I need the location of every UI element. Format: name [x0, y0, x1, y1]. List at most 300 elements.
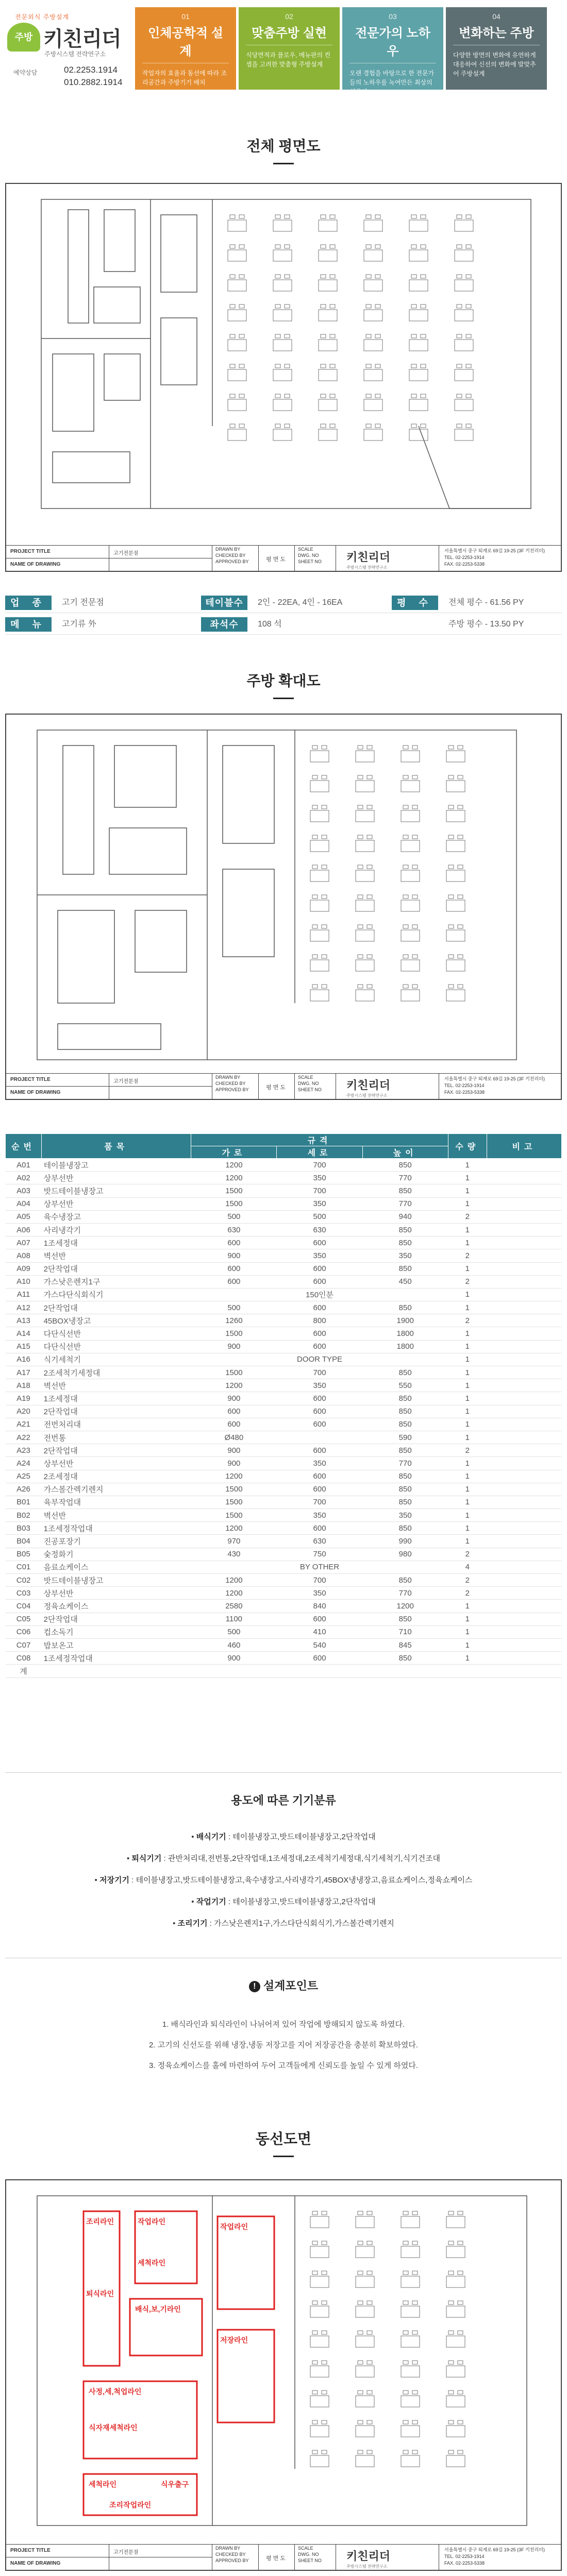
dining-table-icon — [319, 340, 337, 351]
cell-no: A19 — [6, 1392, 42, 1405]
flow-label: 조리라인 — [86, 2217, 114, 2226]
section-title-text: 설계포인트 — [263, 1979, 319, 1992]
dining-table-icon — [401, 840, 420, 852]
dining-table-icon — [273, 429, 292, 440]
cell-width: 1100 — [191, 1613, 277, 1625]
cell-depth: 410 — [277, 1625, 362, 1638]
chair-icon — [448, 865, 454, 869]
chair-icon — [230, 334, 235, 338]
chair-icon — [458, 2301, 463, 2304]
cell-height: 770 — [362, 1197, 448, 1210]
cell-depth: 750 — [277, 1548, 362, 1561]
chair-icon — [312, 745, 318, 749]
chair-icon — [412, 2211, 418, 2215]
cell-note — [487, 1470, 561, 1483]
usage-text: 테이블냉장고,밧드테이블냉장고,2단작업대 — [232, 1897, 376, 1906]
title-divider — [273, 163, 294, 164]
tb-project-title: 고기전문점 — [109, 546, 212, 558]
dining-table-icon — [356, 2336, 374, 2347]
cell-depth: 700 — [277, 1574, 362, 1587]
chair-icon — [312, 2211, 318, 2215]
chair-icon — [366, 275, 371, 278]
title-block-2 — [6, 1073, 561, 1099]
label-business: 업 종 — [5, 596, 52, 610]
chair-icon — [466, 394, 471, 398]
cell-qty: 1 — [448, 1638, 487, 1651]
section-title-floor-plan — [0, 135, 567, 164]
cell-width: 900 — [191, 1340, 277, 1353]
logo-icon: 주방 — [7, 23, 40, 52]
table-row — [6, 1197, 562, 1210]
dining-table-icon — [310, 960, 329, 971]
cell-width: 600 — [191, 1275, 277, 1288]
chair-icon — [367, 2361, 372, 2364]
cell-depth: 150인분 — [191, 1288, 448, 1301]
cell-qty: 1 — [448, 1613, 487, 1625]
section-title-usage — [0, 1792, 567, 1808]
chair-icon — [457, 424, 462, 428]
cell-depth: 600 — [277, 1301, 362, 1314]
feature-num: 03 — [389, 12, 397, 21]
cell-no: A12 — [6, 1301, 42, 1314]
dining-table-icon — [310, 2246, 329, 2258]
chair-icon — [403, 2331, 408, 2334]
cell-width: Ø480 — [191, 1431, 277, 1444]
dining-table-icon — [228, 310, 246, 321]
table-row — [6, 1288, 562, 1301]
value-menu: 고기류 外 — [62, 620, 96, 629]
feature-2 — [239, 7, 340, 90]
chair-icon — [275, 364, 280, 368]
cell-width: 1500 — [191, 1509, 277, 1522]
table-row — [6, 1184, 562, 1197]
chair-icon — [466, 424, 471, 428]
cell-note — [487, 1600, 561, 1613]
cell-no: A15 — [6, 1340, 42, 1353]
cell-qty: 1 — [448, 1379, 487, 1392]
chair-icon — [285, 394, 290, 398]
cell-no: C03 — [6, 1587, 42, 1600]
cell-item: 1조세정작업대 — [42, 1522, 191, 1535]
dining-table-icon — [401, 2276, 420, 2287]
chair-icon — [275, 424, 280, 428]
cell-width: 1200 — [191, 1574, 277, 1587]
dining-table-icon — [364, 429, 382, 440]
cell-note — [487, 1379, 561, 1392]
chair-icon — [448, 895, 454, 899]
chair-icon — [412, 955, 418, 958]
table-row — [6, 1587, 562, 1600]
cell-height: 850 — [362, 1159, 448, 1172]
tb-dwg: DWG. NO — [298, 2552, 319, 2557]
cell-depth: 500 — [277, 1210, 362, 1223]
cell-qty: 1 — [448, 1197, 487, 1210]
chair-icon — [403, 2211, 408, 2215]
dining-table-icon — [364, 399, 382, 411]
dining-table-icon — [446, 900, 465, 911]
cell-note — [487, 1353, 561, 1366]
chair-icon — [275, 304, 280, 308]
cell-note — [487, 1665, 561, 1677]
chair-icon — [403, 895, 408, 899]
cell-width: 500 — [191, 1625, 277, 1638]
tb-drawing-label: NAME OF DRAWING — [10, 1090, 61, 1095]
cell-height: 1200 — [362, 1600, 448, 1613]
chair-icon — [403, 985, 408, 988]
cell-depth: 350 — [277, 1587, 362, 1600]
cell-qty: 1 — [448, 1159, 487, 1172]
cell-item: 2단작업대 — [42, 1262, 191, 1275]
cell-qty: 1 — [448, 1392, 487, 1405]
cell-depth: 350 — [277, 1172, 362, 1184]
chair-icon — [421, 304, 426, 308]
feature-title: 전문가의 노하우 — [349, 23, 436, 63]
dining-table-icon — [273, 280, 292, 291]
dining-table-icon — [455, 369, 473, 381]
chair-icon — [330, 215, 335, 218]
chair-icon — [412, 2301, 418, 2304]
chair-icon — [322, 2271, 327, 2275]
cell-depth: 840 — [277, 1600, 362, 1613]
cell-note — [487, 1522, 561, 1535]
dining-table-icon — [446, 2336, 465, 2347]
chair-icon — [412, 925, 418, 928]
chair-icon — [411, 334, 416, 338]
chair-icon — [358, 2271, 363, 2275]
chair-icon — [366, 424, 371, 428]
value-kitchen-area: 주방 평수 - 13.50 PY — [448, 620, 524, 629]
dining-table-icon — [310, 2216, 329, 2228]
chair-icon — [448, 2301, 454, 2304]
dining-table-icon — [310, 2426, 329, 2437]
cell-depth: BY OTHER — [191, 1561, 448, 1573]
cell-note — [487, 1314, 561, 1327]
info-row-2 — [5, 614, 562, 635]
chair-icon — [466, 275, 471, 278]
cell-width: 1500 — [191, 1366, 277, 1379]
chair-icon — [448, 955, 454, 958]
chair-icon — [330, 394, 335, 398]
chair-icon — [448, 2450, 454, 2454]
dining-table-icon — [310, 870, 329, 882]
th-height: 높이 — [362, 1146, 448, 1159]
dining-table-icon — [310, 2336, 329, 2347]
cell-height: 850 — [362, 1392, 448, 1405]
dining-table-icon — [310, 2366, 329, 2377]
cell-item: 상부선반 — [42, 1172, 191, 1184]
cell-depth: 600 — [277, 1392, 362, 1405]
dining-table-icon — [455, 280, 473, 291]
title-block — [6, 545, 561, 571]
cell-note — [487, 1561, 561, 1573]
cell-note — [487, 1431, 561, 1444]
cell-qty: 1 — [448, 1327, 487, 1340]
chair-icon — [448, 745, 454, 749]
table-row — [6, 1249, 562, 1262]
cell-note — [487, 1184, 561, 1197]
cell-no: A08 — [6, 1249, 42, 1262]
tb-checked: CHECKED BY — [215, 2552, 246, 2557]
cell-note — [487, 1652, 561, 1665]
phone-1[interactable]: 02.2253.1914 — [64, 65, 118, 75]
dining-table-icon — [319, 399, 337, 411]
phone-2[interactable]: 010.2882.1914 — [64, 77, 123, 87]
tb-drawing-label: NAME OF DRAWING — [10, 2561, 61, 2566]
cell-note — [487, 1262, 561, 1275]
section-title-text: 동선도면 — [255, 2131, 312, 2147]
table-row — [6, 1625, 562, 1638]
chair-icon — [403, 835, 408, 839]
cell-height: 1800 — [362, 1327, 448, 1340]
cell-item: 사리냉각기 — [42, 1223, 191, 1236]
value-seats: 108 석 — [258, 620, 282, 629]
cell-width: 1200 — [191, 1470, 277, 1483]
table-row — [6, 1340, 562, 1353]
cell-item: 음료쇼케이스 — [42, 1561, 191, 1573]
chair-icon — [412, 2420, 418, 2424]
cell-depth: 540 — [277, 1638, 362, 1651]
chair-icon — [285, 215, 290, 218]
chair-icon — [411, 304, 416, 308]
feature-3 — [342, 7, 443, 95]
chair-icon — [322, 895, 327, 899]
chair-icon — [412, 745, 418, 749]
chair-icon — [358, 2301, 363, 2304]
chair-icon — [412, 985, 418, 988]
dining-table-icon — [310, 781, 329, 792]
chair-icon — [403, 2450, 408, 2454]
cell-qty: 2 — [448, 1444, 487, 1457]
cell-height: 770 — [362, 1172, 448, 1184]
info-band — [5, 592, 562, 636]
cell-depth: 600 — [277, 1262, 362, 1275]
dining-table-icon — [401, 2455, 420, 2467]
cell-depth: 700 — [277, 1366, 362, 1379]
cell-item: 45BOX냉장고 — [42, 1314, 191, 1327]
cell-note — [487, 1288, 561, 1301]
tb-logo — [346, 549, 390, 570]
dining-table-icon — [310, 751, 329, 762]
dining-table-icon — [455, 340, 473, 351]
chair-icon — [239, 364, 244, 368]
dining-table-icon — [356, 840, 374, 852]
cell-item: 밧드테이블냉장고 — [42, 1574, 191, 1587]
cell-qty: 1 — [448, 1625, 487, 1638]
cell-qty: 1 — [448, 1652, 487, 1665]
dining-table-icon — [364, 340, 382, 351]
cell-width: 900 — [191, 1444, 277, 1457]
tb-dwg: DWG. NO — [298, 1081, 319, 1086]
cell-qty: 1 — [448, 1600, 487, 1613]
tb-tel: TEL. 02-2253-1914 — [444, 2554, 485, 2559]
chair-icon — [275, 215, 280, 218]
chair-icon — [285, 304, 290, 308]
table-row — [6, 1327, 562, 1340]
cell-item: 벽선반 — [42, 1509, 191, 1522]
chair-icon — [330, 334, 335, 338]
tb-project-label: PROJECT TITLE — [6, 2545, 109, 2557]
dining-table-icon — [446, 960, 465, 971]
cell-no: A09 — [6, 1262, 42, 1275]
chair-icon — [458, 2391, 463, 2394]
tb-fax: FAX. 02-2253-5338 — [444, 1090, 485, 1095]
table-row — [6, 1210, 562, 1223]
dining-table-icon — [401, 2246, 420, 2258]
equipment-table — [5, 1133, 562, 1678]
tb-checked: CHECKED BY — [215, 553, 246, 558]
feature-desc: 작업자의 효율과 동선에 따라 조리공간과 주방기기 배치 — [142, 70, 227, 86]
cell-note — [487, 1496, 561, 1509]
feature-num: 01 — [181, 12, 190, 21]
cell-note — [487, 1574, 561, 1587]
dining-table-icon — [364, 280, 382, 291]
dining-table-icon — [401, 2216, 420, 2228]
title-divider — [273, 2156, 294, 2157]
chair-icon — [358, 2331, 363, 2334]
tb-drawn: DRAWN BY — [215, 547, 241, 552]
dining-table-icon — [364, 310, 382, 321]
chair-icon — [358, 805, 363, 809]
table-row — [6, 1548, 562, 1561]
table-row — [6, 1509, 562, 1522]
cell-note — [487, 1340, 561, 1353]
dining-table-icon — [409, 220, 428, 231]
section-title-text: 주방 확대도 — [246, 673, 321, 689]
cell-no: C07 — [6, 1638, 42, 1651]
usage-label: 퇴식기기 — [131, 1854, 162, 1863]
tb-logo-text: 키친리더 — [346, 2550, 391, 2563]
chair-icon — [412, 2361, 418, 2364]
tb-logo-sub: 주방시스템 전략연구소 — [346, 1093, 388, 1098]
dining-table-icon — [310, 2276, 329, 2287]
chair-icon — [321, 215, 326, 218]
chair-icon — [358, 775, 363, 779]
dining-table-icon — [310, 840, 329, 852]
cell-depth: 350 — [277, 1509, 362, 1522]
cell-qty: 1 — [448, 1483, 487, 1496]
dining-table-icon — [319, 369, 337, 381]
cell-width: 900 — [191, 1457, 277, 1470]
table-row — [6, 1379, 562, 1392]
chair-icon — [358, 2391, 363, 2394]
table-row — [6, 1665, 562, 1677]
design-points-list — [0, 2014, 567, 2076]
dining-table-icon — [364, 369, 382, 381]
info-icon: ! — [249, 1981, 260, 1992]
chair-icon — [322, 2391, 327, 2394]
chair-icon — [367, 805, 372, 809]
cell-qty: 1 — [448, 1184, 487, 1197]
chair-icon — [457, 394, 462, 398]
chair-icon — [322, 745, 327, 749]
chair-icon — [458, 2361, 463, 2364]
cell-qty: 1 — [448, 1470, 487, 1483]
flow-label: 퇴식라인 — [86, 2290, 114, 2298]
cell-no: A21 — [6, 1418, 42, 1431]
design-point: 1. 배식라인과 퇴식라인이 나뉘어져 있어 작업에 방해되지 않도록 하였다. — [162, 2020, 405, 2029]
cell-no: A07 — [6, 1236, 42, 1249]
cell-qty: 2 — [448, 1210, 487, 1223]
cell-height: 980 — [362, 1548, 448, 1561]
chair-icon — [421, 215, 426, 218]
cell-item: 2단작업대 — [42, 1444, 191, 1457]
cell-qty: 2 — [448, 1314, 487, 1327]
cell-depth: 600 — [277, 1470, 362, 1483]
chair-icon — [421, 275, 426, 278]
cell-width: 600 — [191, 1236, 277, 1249]
table-row — [6, 1236, 562, 1249]
dining-table-icon — [446, 840, 465, 852]
cell-width: 500 — [191, 1210, 277, 1223]
chair-icon — [322, 835, 327, 839]
chair-icon — [358, 895, 363, 899]
usage-text: 가스낮은렌지1구,가스다단식회식기,가스볼간렉기렌지 — [213, 1919, 394, 1928]
chair-icon — [330, 364, 335, 368]
dining-table-icon — [446, 930, 465, 941]
flow-label: 조리작업라인 — [109, 2501, 152, 2509]
dining-table-icon — [401, 781, 420, 792]
tb-approved: APPROVED BY — [215, 559, 249, 564]
dining-table-icon — [446, 2216, 465, 2228]
tb-project-title: 고기전문점 — [109, 2545, 212, 2557]
chair-icon — [411, 275, 416, 278]
chair-icon — [358, 2361, 363, 2364]
section-title-kitchen — [0, 670, 567, 699]
chair-icon — [322, 2420, 327, 2424]
dining-table-icon — [401, 810, 420, 822]
chair-icon — [230, 364, 235, 368]
cell-no: B01 — [6, 1496, 42, 1509]
flow-drawing — [5, 2179, 562, 2571]
dining-table-icon — [310, 900, 329, 911]
cell-depth: 350 — [277, 1249, 362, 1262]
cell-note — [487, 1509, 561, 1522]
cell-item: 육부작업대 — [42, 1496, 191, 1509]
floor-plan-drawing — [5, 183, 562, 572]
cell-qty: 1 — [448, 1301, 487, 1314]
chair-icon — [458, 865, 463, 869]
table-row — [6, 1366, 562, 1379]
chair-icon — [322, 985, 327, 988]
chair-icon — [239, 424, 244, 428]
dining-table-icon — [409, 369, 428, 381]
cell-height: 850 — [362, 1184, 448, 1197]
chair-icon — [322, 2301, 327, 2304]
dining-table-icon — [409, 399, 428, 411]
chair-icon — [285, 275, 290, 278]
feature-1 — [135, 7, 236, 90]
cell-item: 상부선반 — [42, 1457, 191, 1470]
chair-icon — [367, 775, 372, 779]
table-row — [6, 1535, 562, 1548]
logo[interactable] — [7, 7, 123, 90]
tb-logo-sub: 주방시스템 전략연구소 — [346, 565, 388, 570]
flow-label: 작업라인 — [138, 2217, 166, 2226]
tb-drawn: DRAWN BY — [215, 2546, 241, 2551]
usage-label: 배식기기 — [196, 1833, 226, 1841]
section-title-flow — [0, 2128, 567, 2157]
cell-height: 990 — [362, 1535, 448, 1548]
cell-no: 계 — [6, 1665, 42, 1677]
chair-icon — [403, 2241, 408, 2245]
chair-icon — [466, 364, 471, 368]
cell-item: 테이블냉장고 — [42, 1159, 191, 1172]
tb-approved: APPROVED BY — [215, 1087, 249, 1092]
chair-icon — [321, 424, 326, 428]
cell-no: A18 — [6, 1379, 42, 1392]
dining-table-icon — [319, 220, 337, 231]
chair-icon — [275, 275, 280, 278]
